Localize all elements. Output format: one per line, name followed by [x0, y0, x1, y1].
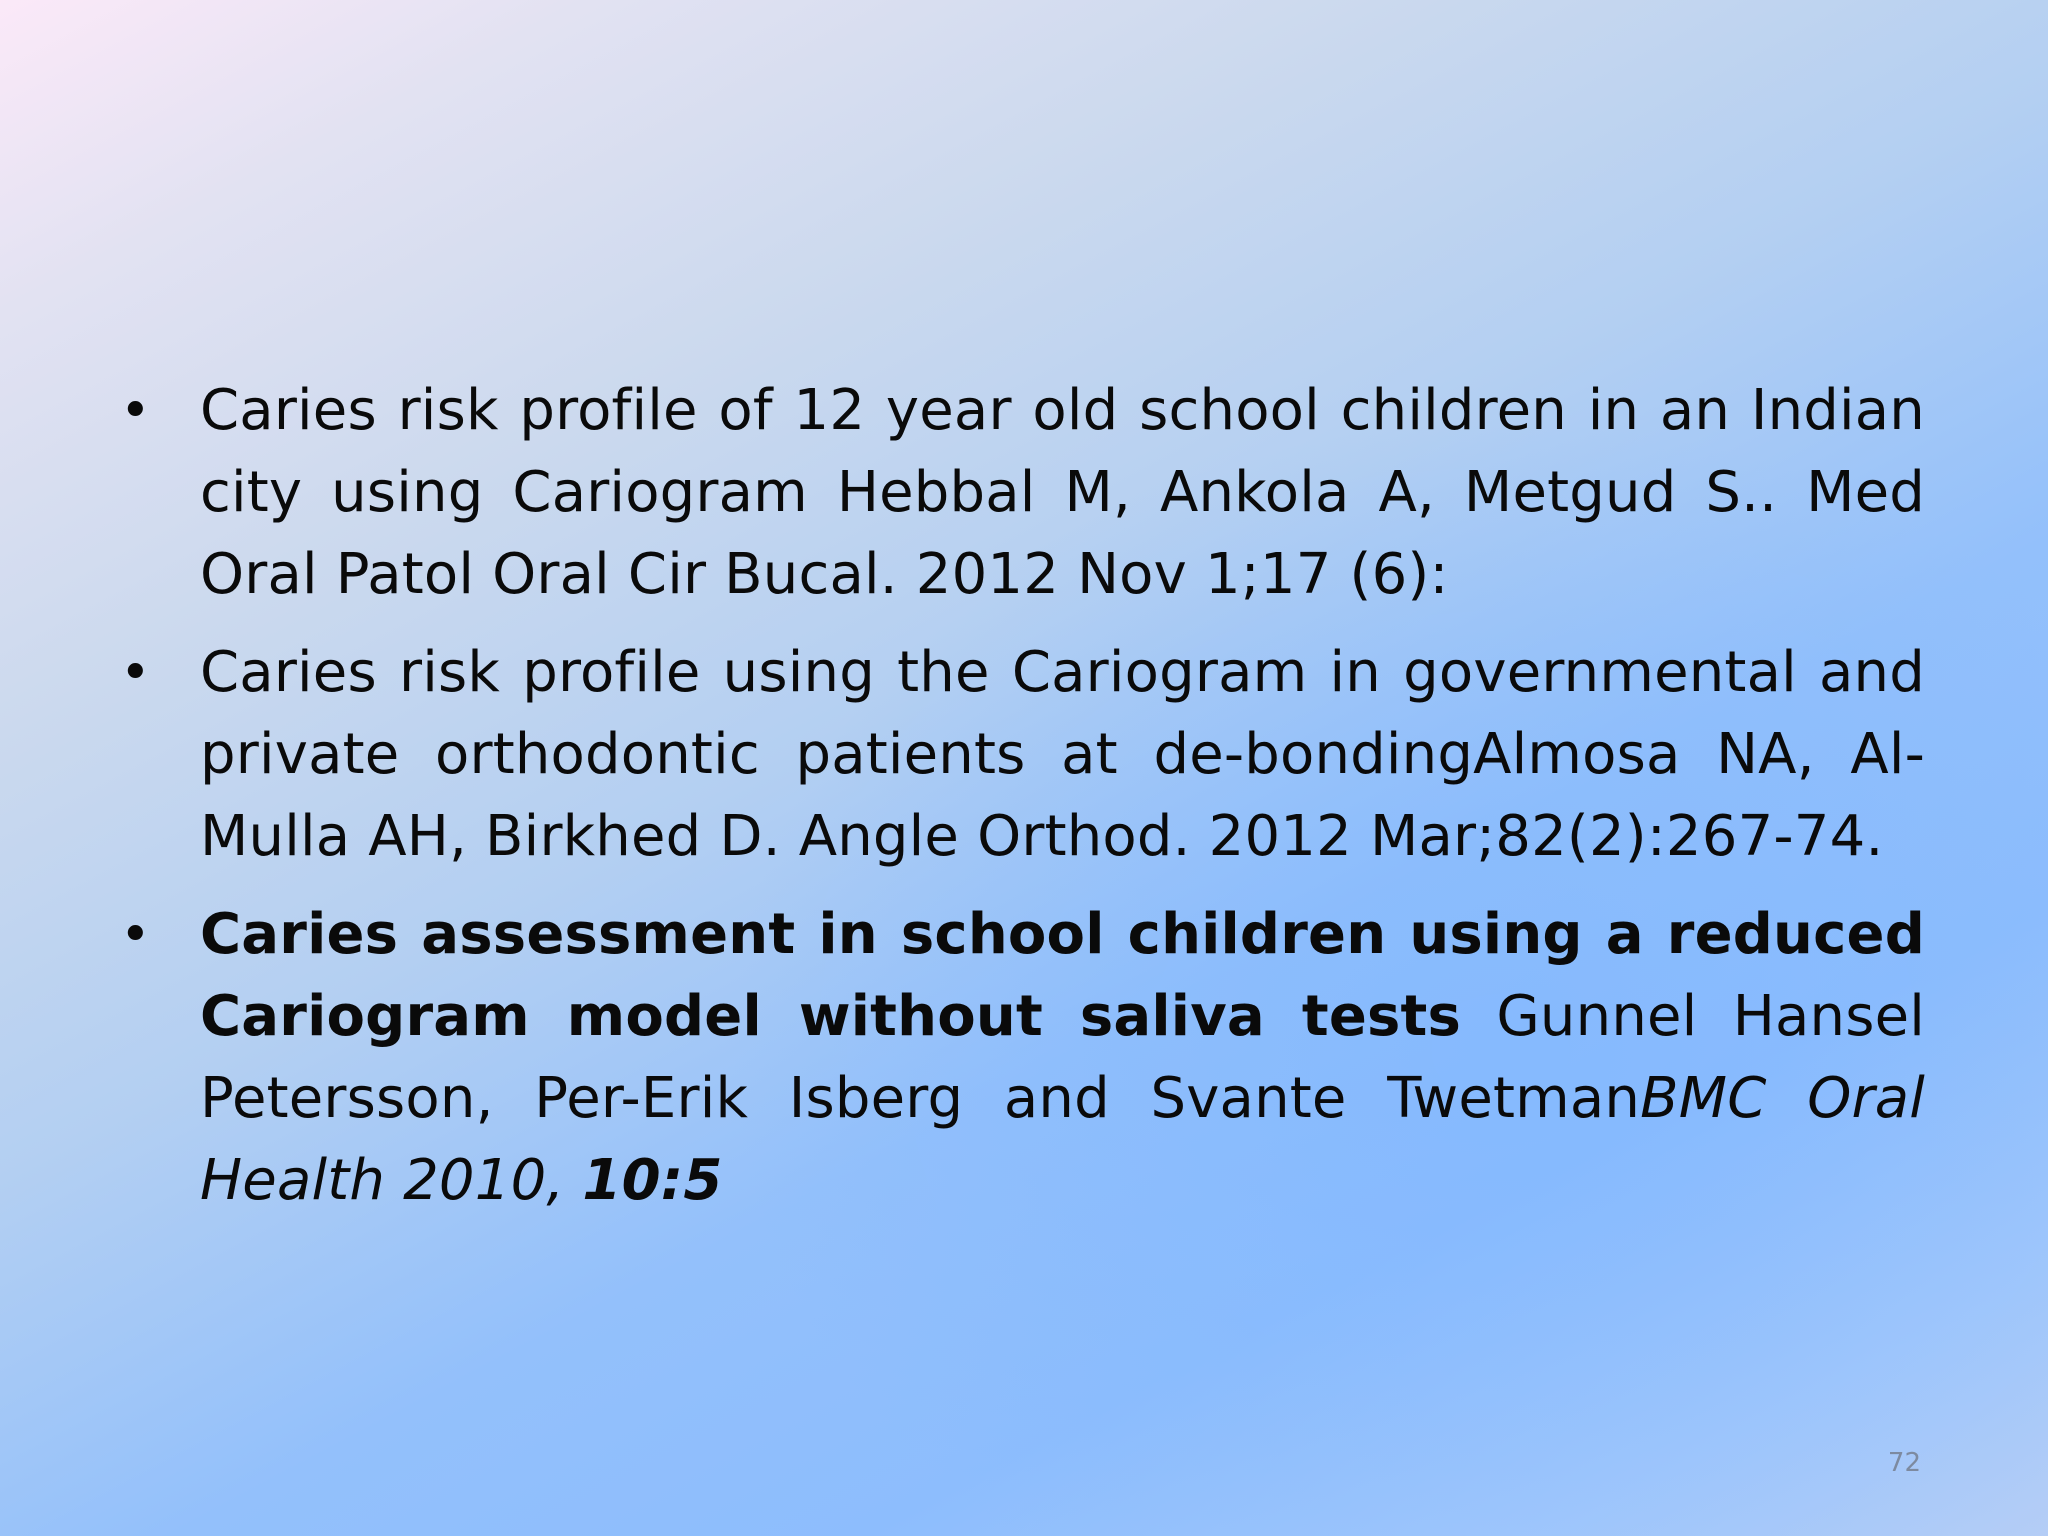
- reference-title: Caries assessment in school children using a reduced Cariogram model without saliva tests: [200, 902, 1925, 1049]
- bullet-icon: •: [120, 905, 151, 965]
- reference-text: Caries risk profile of 12 year old school children in an Indian city using Cariogram Hebbal M, Ankola A, Metgud S.. Med Oral Patol Oral Cir Bucal. 2012 Nov 1;17 (6):: [200, 378, 1925, 607]
- reference-journal: BMC Oral Health 2010,: [200, 1066, 1926, 1213]
- bullet-icon: •: [120, 643, 151, 703]
- reference-authors: Gunnel Hansel Petersson, Per-Erik Isberg and Svante Twetman: [200, 984, 1926, 1131]
- reference-text: [200, 902, 1925, 1213]
- reference-text: Caries risk profile using the Cariogram in governmental and private orthodontic patients at de-bondingAlmosa NA, Al-Mulla AH, Birkhed D. Angle Orthod. 2012 Mar;82(2):267-74.: [200, 640, 1925, 869]
- reference-item-1: [120, 370, 1925, 616]
- bullet-icon: •: [120, 381, 151, 441]
- reference-list: [120, 370, 1925, 1238]
- page-number: 72: [1887, 1448, 1921, 1478]
- reference-item-2: [120, 632, 1925, 878]
- reference-volume: 10:5: [582, 1148, 723, 1213]
- reference-item-3: [120, 894, 1925, 1222]
